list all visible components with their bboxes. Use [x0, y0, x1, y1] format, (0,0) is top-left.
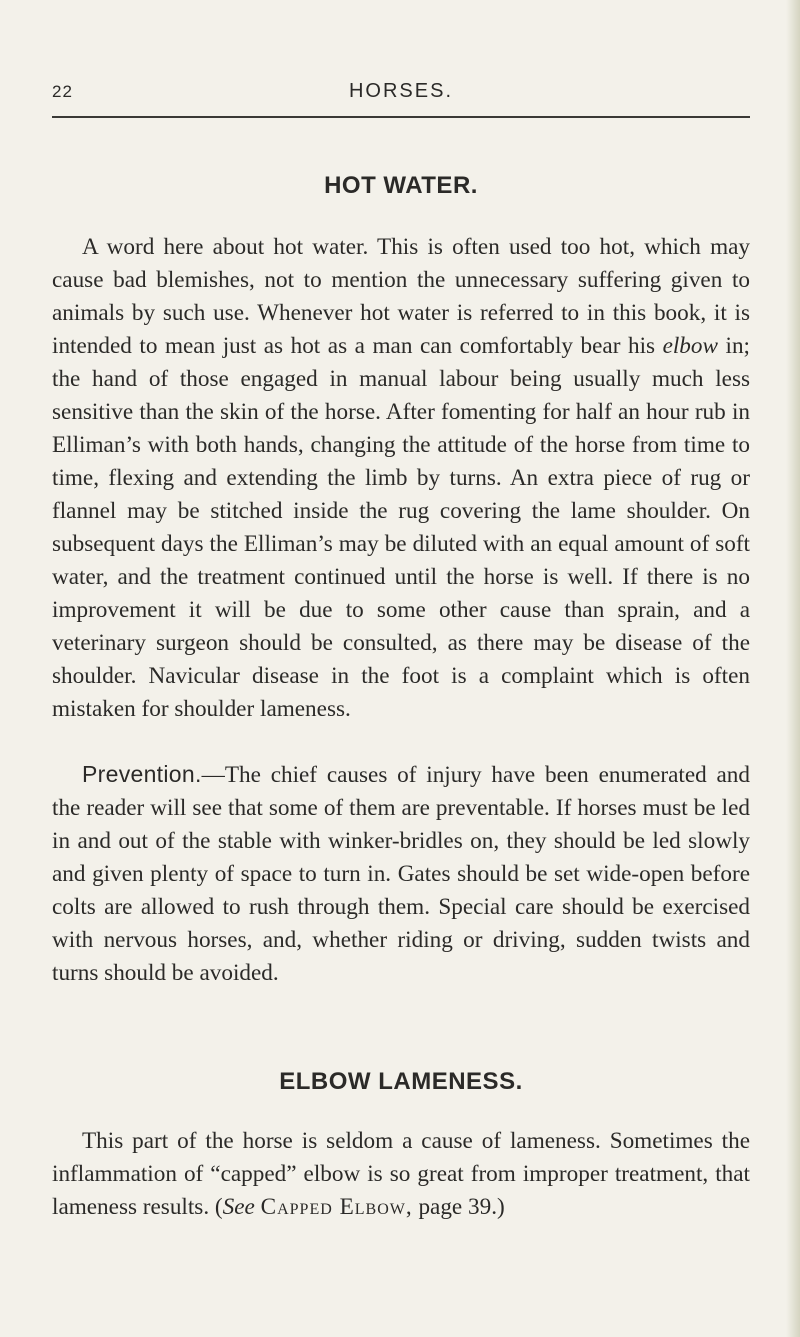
emphasis-see: See [222, 1194, 255, 1220]
page-number: 22 [52, 82, 73, 101]
text-run: page 39.) [412, 1194, 505, 1220]
page-edge-shadow [786, 0, 800, 1337]
hot-water-paragraph [52, 231, 750, 726]
page-header [52, 78, 750, 112]
section-heading-hot-water: HOT WATER. [324, 172, 478, 199]
elbow-lameness-paragraph [52, 1125, 750, 1224]
cross-reference: Capped Elbow, [260, 1194, 413, 1220]
running-head: HORSES. [348, 80, 454, 102]
text-run: This part of the horse is seldom a cause of lameness. Sometimes the inflammation of “capped” elbow is so great from improper treatment, that lameness results. ( [52, 1128, 750, 1220]
run-in-heading-prevention: Prevention. [82, 761, 202, 787]
prevention-paragraph [52, 758, 750, 990]
paragraph-text [52, 758, 750, 990]
text-run: —The chief causes of injury have been enumerated and the reader will see that some of them are preventable. If horses must be led in and out of the stable with winker-bridles on, they should be led slowly and given plenty of space to turn in. Gates should be set wide-open before colts are allowed to rush through them. Special care should be exercised with nervous horses, and, whether riding or driving, sudden twists and turns should be avoided. [52, 762, 750, 986]
paragraph-text [52, 1125, 750, 1224]
text-run: A word here about hot water. This is often used too hot, which may cause bad blemishes, not to mention the unnecessary suffering given to animals by such use. Whenever hot water is referred to in this book, it is intended to mean just as hot as a man can comfortably bear his [52, 234, 750, 359]
header-rule [52, 116, 750, 118]
paragraph-text [52, 231, 750, 726]
section-heading-elbow-lameness: ELBOW LAMENESS. [279, 1068, 523, 1095]
text-run: in; the hand of those engaged in manual labour being usually much less sensitive than the skin of the horse. After fomenting for half an hour rub in Elliman’s with both hands, changing the attitude of the horse from time to time, flexing and extending the limb by turns. An extra piece of rug or flannel may be stitched inside the rug covering the lame shoulder. On subsequent days the Elliman’s may be diluted with an equal amount of soft water, and the treatment continued until the horse is well. If there is no improvement it will be due to some other cause than sprain, and a veterinary surgeon should be consulted, as there may be disease of the shoulder. Navicular disease in the foot is a complaint which is often mistaken for shoulder lameness. [52, 333, 750, 722]
emphasis-elbow: elbow [662, 333, 718, 359]
